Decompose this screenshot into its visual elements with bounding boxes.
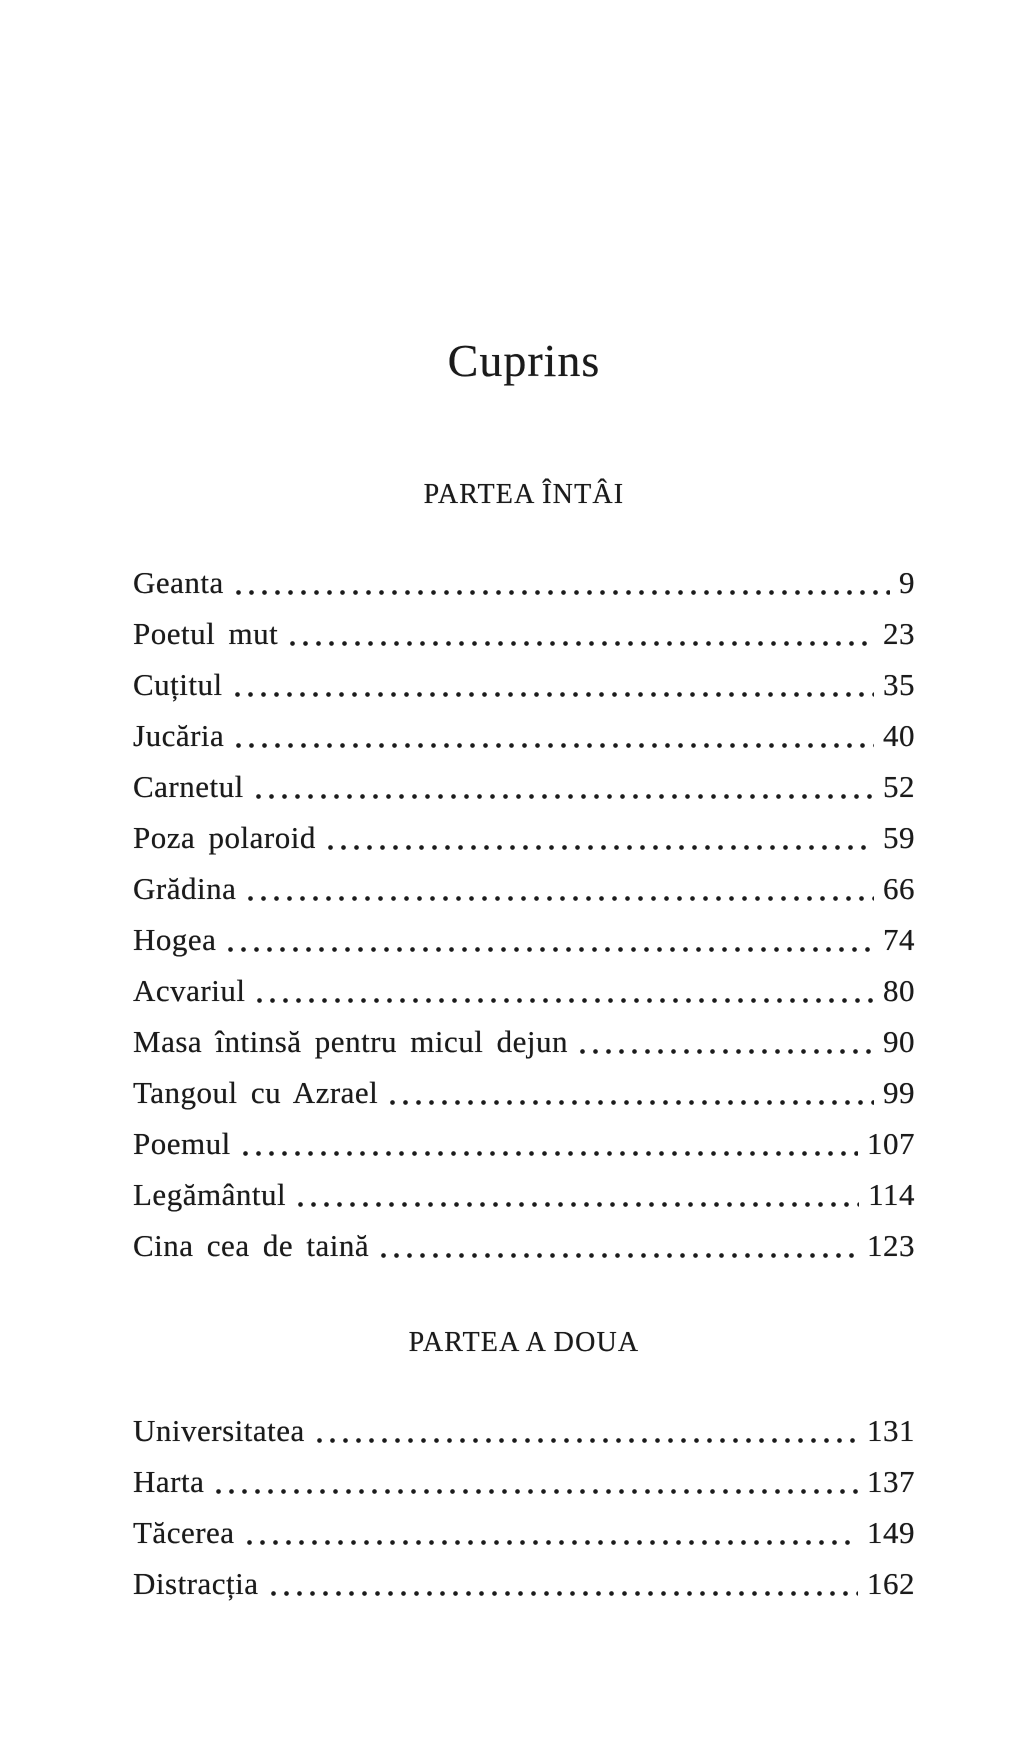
toc-list [133,1405,915,1609]
dot-leader [377,1253,858,1258]
toc-entry-page-number: 162 [867,1566,915,1601]
toc-entry-title: Jucăria [133,718,225,753]
toc-entry [133,1067,915,1118]
toc-entry-title: Masa întinsă pentru micul dejun [133,1024,568,1059]
dot-leader [313,1438,858,1443]
toc-entry [133,1456,915,1507]
toc-list [133,557,915,1271]
dot-leader [253,998,874,1003]
dot-leader [252,794,874,799]
toc-entry-page-number: 23 [883,616,915,651]
toc-entry-title: Cina cea de taină [133,1228,370,1263]
toc-entry-title: Tăcerea [133,1515,235,1550]
toc-entry [133,1169,915,1220]
toc-entry-title: Distracția [133,1566,259,1601]
toc-entry-page-number: 52 [883,769,915,804]
toc-entry [133,761,915,812]
toc-entry-page-number: 74 [883,922,915,957]
toc-entry-title: Acvariul [133,973,246,1008]
toc-entry-page-number: 123 [867,1228,915,1263]
toc-entry [133,1118,915,1169]
dot-leader [576,1049,874,1054]
toc-entry-page-number: 149 [867,1515,915,1550]
toc-entry-page-number: 114 [868,1177,915,1212]
dot-leader [244,896,874,901]
dot-leader [224,947,874,952]
toc-entry-page-number: 131 [867,1413,915,1448]
dot-leader [231,692,874,697]
toc-entry-page-number: 40 [883,718,915,753]
toc-entry [133,710,915,761]
toc-section [133,478,915,1271]
dot-leader [294,1202,859,1207]
toc-entry [133,1507,915,1558]
toc-entry-page-number: 99 [883,1075,915,1110]
toc-entry-title: Tangoul cu Azrael [133,1075,379,1110]
toc-entry-title: Universitatea [133,1413,305,1448]
toc-entry-page-number: 80 [883,973,915,1008]
toc-entry-title: Carnetul [133,769,244,804]
toc-entry-title: Hogea [133,922,217,957]
section-heading: PARTEA A DOUA [408,1327,640,1358]
toc-sections [133,384,915,1609]
dot-leader [243,1540,858,1545]
toc-entry-page-number: 59 [883,820,915,855]
toc-section [133,1326,915,1609]
toc-entry-page-number: 35 [883,667,915,702]
dot-leader [212,1489,858,1494]
toc-entry-page-number: 107 [867,1126,915,1161]
toc-entry [133,965,915,1016]
toc-entry-title: Poza polaroid [133,820,316,855]
dot-leader [239,1151,858,1156]
toc-entry-title: Geanta [133,565,224,600]
toc-entry [133,608,915,659]
toc-entry [133,659,915,710]
toc-entry [133,812,915,863]
toc-entry-page-number: 90 [883,1024,915,1059]
toc-entry-page-number: 66 [883,871,915,906]
dot-leader [232,590,890,595]
toc-entry-title: Harta [133,1464,205,1499]
toc-entry [133,863,915,914]
contents-title: Cuprins [447,335,601,386]
table-of-contents [133,0,915,1609]
dot-leader [386,1100,874,1105]
toc-entry-title: Legământul [133,1177,287,1212]
toc-entry-page-number: 9 [899,565,915,600]
toc-entry [133,1558,915,1609]
dot-leader [286,641,874,646]
toc-entry [133,557,915,608]
section-heading: PARTEA ÎNTÂI [423,479,625,510]
dot-leader [232,743,874,748]
dot-leader [324,845,874,850]
toc-entry-page-number: 137 [867,1464,915,1499]
toc-entry-title: Cuțitul [133,667,223,702]
toc-entry [133,1220,915,1271]
toc-entry [133,1016,915,1067]
toc-entry-title: Grădina [133,871,237,906]
toc-entry [133,914,915,965]
dot-leader [267,1591,858,1596]
toc-entry-title: Poemul [133,1126,231,1161]
toc-entry [133,1405,915,1456]
toc-entry-title: Poetul mut [133,616,279,651]
